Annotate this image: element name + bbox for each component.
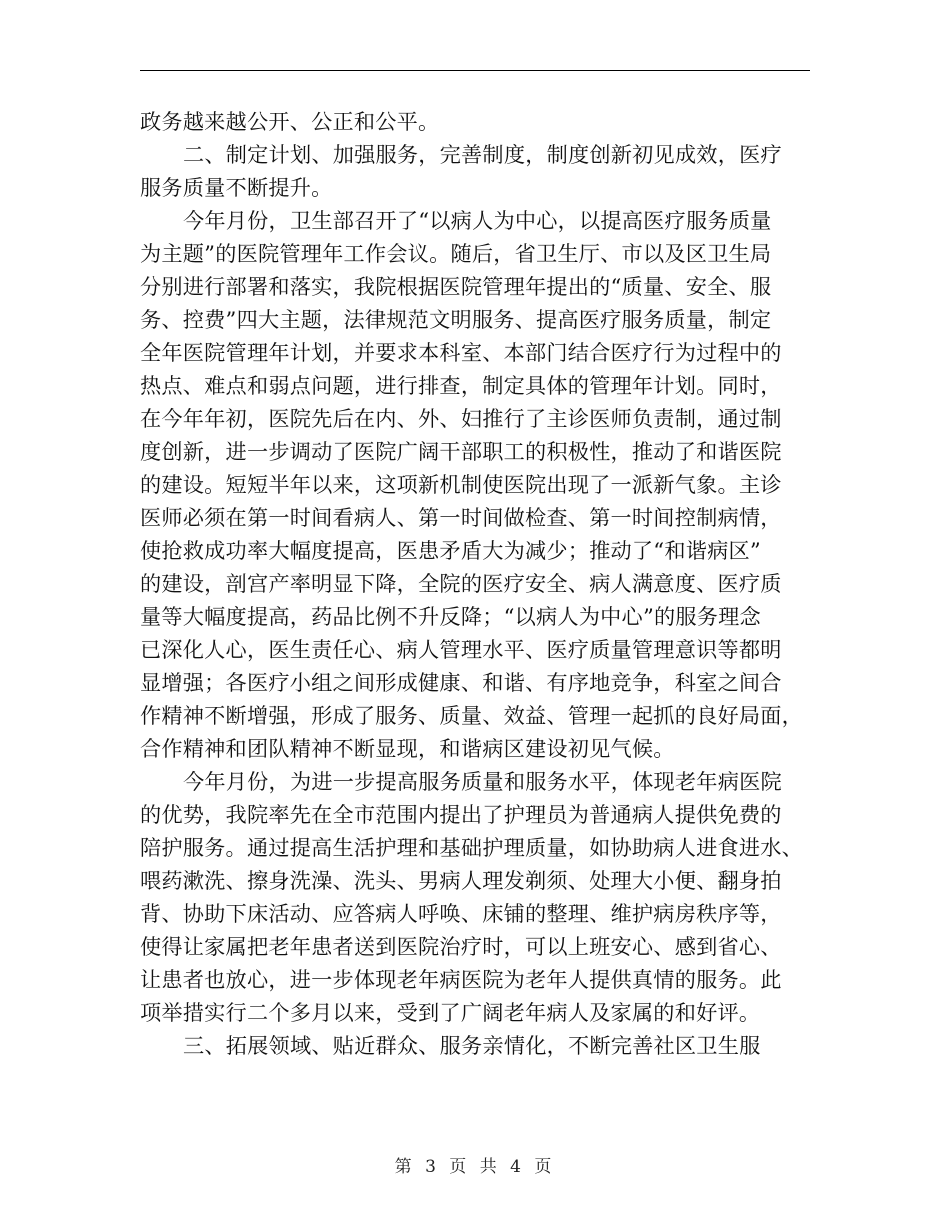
text-line: 二、制定计划、加强服务，完善制度，制度创新初见成效，医疗 <box>183 142 782 167</box>
text-line: 喂药漱洗、擦身洗澡、洗头、男病人理发剃须、处理大小便、翻身拍 <box>140 868 782 893</box>
text-line: 的优势，我院率先在全市范围内提出了护理员为普通病人提供免费的 <box>140 802 782 827</box>
text-line: 使抢救成功率大幅度提高，医患矛盾大为减少；推动了“和谐病区” <box>140 538 761 563</box>
text-line: 为主题”的医院管理年工作会议。随后，省卫生厅、市以及区卫生局 <box>140 241 772 266</box>
text-line: 的建设，剖宫产率明显下降，全院的医疗安全、病人满意度、医疗质 <box>140 571 782 596</box>
text-line: 全年医院管理年计划，并要求本科室、本部门结合医疗行为过程中的 <box>140 340 782 365</box>
text-line: 量等大幅度提高，药品比例不升反降；“以病人为中心”的服务理念 <box>140 604 761 629</box>
text-line: 已深化人心，医生责任心、病人管理水平、医疗质量管理意识等都明 <box>140 637 782 662</box>
body-text <box>140 105 815 1062</box>
text-line: 分别进行部署和落实，我院根据医院管理年提出的“质量、安全、服 <box>140 274 772 299</box>
text-line: 使得让家属把老年患者送到医院治疗时，可以上班安心、感到省心、 <box>140 934 782 959</box>
text-line: 度创新，进一步调动了医院广阔干部职工的积极性，推动了和谐医院 <box>140 439 782 464</box>
text-line: 在今年年初，医院先后在内、外、妇推行了主诊医师负责制，通过制 <box>140 406 782 431</box>
text-line: 三、拓展领域、贴近群众、服务亲情化，不断完善社区卫生服 <box>183 1033 761 1058</box>
text-line: 的建设。短短半年以来，这项新机制使医院出现了一派新气象。主诊 <box>140 472 782 497</box>
text-line: 政务越来越公开、公正和公平。 <box>140 109 440 134</box>
text-line: 陪护服务。通过提高生活护理和基础护理质量，如协助病人进食进水、 <box>140 835 804 860</box>
text-line: 今年月份，为进一步提高服务质量和服务水平，体现老年病医院 <box>183 769 782 794</box>
text-line: 背、协助下床活动、应答病人呼唤、床铺的整理、维护病房秩序等， <box>140 901 782 926</box>
text-line: 作精神不断增强，形成了服务、质量、效益、管理一起抓的良好局面， <box>140 703 804 728</box>
text-line: 让患者也放心，进一步体现老年病医院为老年人提供真情的服务。此 <box>140 967 782 992</box>
text-line: 务、控费”四大主题，法律规范文明服务、提高医疗服务质量，制定 <box>140 307 772 332</box>
header-rule <box>140 70 810 71</box>
page-footer: 第 3 页 共 4 页 <box>394 1157 556 1177</box>
text-line: 合作精神和团队精神不断显现，和谐病区建设初见气候。 <box>140 736 675 761</box>
text-line: 医师必须在第一时间看病人、第一时间做检查、第一时间控制病情， <box>140 505 782 530</box>
text-line: 项举措实行二个多月以来，受到了广阔老年病人及家属的和好评。 <box>140 1000 761 1025</box>
text-line: 显增强；各医疗小组之间形成健康、和谐、有序地竞争，科室之间合 <box>140 670 782 695</box>
text-line: 服务质量不断提升。 <box>140 175 333 200</box>
text-line: 热点、难点和弱点问题，进行排查，制定具体的管理年计划。同时， <box>140 373 782 398</box>
text-line: 今年月份，卫生部召开了“以病人为中心，以提高医疗服务质量 <box>183 208 772 233</box>
